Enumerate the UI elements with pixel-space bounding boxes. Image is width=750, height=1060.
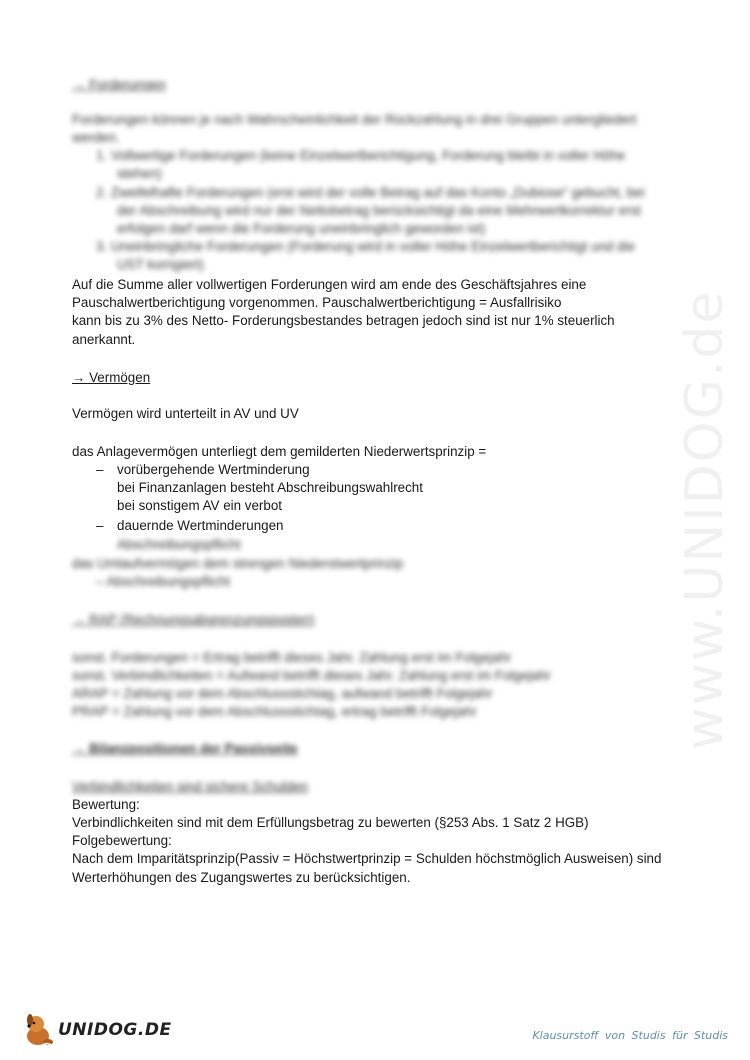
text-line: Verbindlichkeiten sind mit dem Erfüllungsbetrag zu bewerten (§253 Abs. 1 Satz 2 HGB) — [72, 815, 589, 830]
blurred-text-line: stehen) — [117, 166, 162, 181]
text-line: Vermögen wird unterteilt in AV und UV — [72, 406, 299, 421]
watermark: www.UNIDOG.de — [675, 289, 735, 750]
blurred-text-line: sonst. Forderungen = Ertrag betrifft dieses Jahr. Zahlung erst im Folgejahr — [72, 650, 512, 665]
blurred-text-line: 1. Vollwertige Forderungen (keine Einzelwertberichtigung, Forderung bleibt in voller Höhe — [96, 148, 626, 163]
text-line: das Anlagevermögen unterliegt dem gemilderten Niederwertsprinzip = — [72, 444, 487, 459]
text-line: vorübergehende Wertminderung — [117, 462, 310, 477]
text-line: bei Finanzanlagen besteht Abschreibungswahlrecht — [117, 480, 423, 495]
blurred-text-line: – Abschreibungspflicht — [96, 574, 230, 589]
text-line: Nach dem Imparitätsprinzip(Passiv = Höchstwertprinzip = Schulden höchstmöglich Ausweisen) sind — [72, 851, 662, 866]
blurred-text-line: ARAP = Zahlung vor dem Abschlussstichtag, aufwand betrifft Folgejahr — [72, 686, 493, 701]
blurred-text-line: werden. — [72, 130, 120, 145]
text-line: Bewertung: — [72, 797, 140, 812]
blurred-text-line: PRAP = Zahlung vor dem Abschlussstichtag, ertrag betrifft Folgejahr — [72, 704, 477, 719]
blurred-text-line: → RAP (Rechnungsabgrenzungsposten) — [72, 612, 315, 627]
text-line: Werterhöhungen des Zugangswertes zu berücksichtigen. — [72, 870, 411, 885]
blurred-text-line: der Abschreibung wird nur der Nettobetrag berücksichtigt da eine Mehrwertkorrektur erst — [117, 203, 641, 218]
blurred-text-line: erfolgen darf wenn die Forderung uneinbringlich geworden ist) — [117, 221, 486, 236]
text-line: dauernde Wertminderungen — [117, 518, 284, 533]
text-line: Folgebewertung: — [72, 833, 172, 848]
logo-text: UNIDOG.DE — [58, 1020, 172, 1040]
text-line: kann bis zu 3% des Netto- Forderungsbestandes betragen jedoch sind ist nur 1% steuerlich — [72, 313, 615, 328]
blurred-text-line: 3. Uneinbringliche Forderungen (Forderung wird in voller Höhe Einzelwertberichtigt und die — [96, 239, 635, 254]
footer-slogan: Klausurstoff von Studis für Studis — [532, 1029, 728, 1042]
text-line: Pauschalwertberichtigung vorgenommen. Pauschalwertberichtigung = Ausfallrisiko — [72, 295, 562, 310]
text-line: bei sonstigem AV ein verbot — [117, 498, 282, 513]
blurred-text-line: Verbindlichkeiten sind sichere Schulden — [72, 779, 308, 794]
dog-mascot-icon — [22, 1012, 56, 1048]
blurred-text-line: 2. Zweifelhafte Forderungen (erst wird der volle Betrag auf das Konto „Dubiose“ gebucht, bei — [96, 185, 645, 200]
blurred-text-line: UST korrigiert) — [117, 257, 204, 272]
blurred-text-line: → Forderungen — [72, 77, 166, 92]
blurred-text-line: sonst. Verbindlichkeiten = Aufwand betrifft dieses Jahr. Zahlung erst im Folgejahr — [72, 668, 551, 683]
text-line: – — [96, 518, 104, 533]
text-line: Auf die Summe aller vollwertigen Forderungen wird am ende des Geschäftsjahres eine — [72, 277, 587, 292]
text-line: – — [96, 462, 104, 477]
unidog-logo — [22, 1012, 182, 1052]
blurred-text-line: → Bilanzpositionen der Passivseite — [72, 741, 298, 756]
blurred-text-line: Abschreibungspflicht — [117, 537, 241, 552]
blurred-text-line: das Umlaufvermögen dem strengen Niederstwertprinzip — [72, 556, 404, 571]
blurred-text-line: Forderungen können je nach Wahrscheinlichkeit der Rückzahlung in drei Gruppen untergliedert — [72, 112, 637, 127]
text-line: → Vermögen — [72, 370, 151, 385]
text-line: anerkannt. — [72, 332, 136, 347]
